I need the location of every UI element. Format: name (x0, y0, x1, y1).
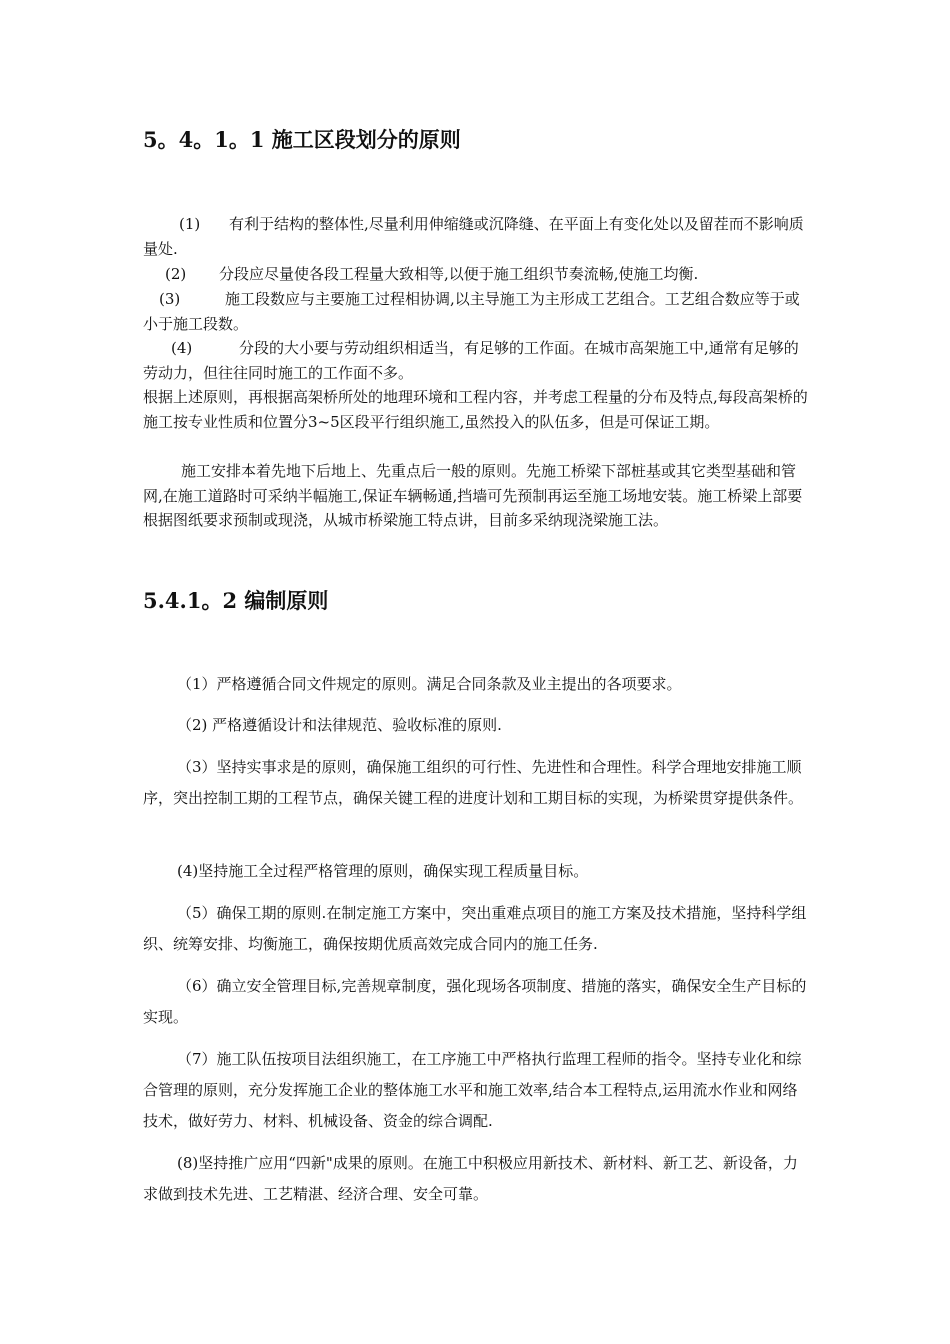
principle-item-2 (143, 262, 808, 287)
compile-principle-7: （7）施工队伍按项目法组织施工，在工序施工中严格执行监理工程师的指令。坚持专业化和综合管理的原则，充分发挥施工企业的整体施工水平和施工效率,结合本工程特点,运用流水作业和网络技术，做好劳力、材料、机械设备、资金的综合调配. (143, 1050, 802, 1130)
item-text: 分段应尽量使各段工程量大致相等,以便于施工组织节奏流畅,使施工均衡. (219, 265, 699, 283)
compile-principle-3: （3）坚持实事求是的原则，确保施工组织的可行性、先进性和合理性。科学合理地安排施工顺序，突出控制工期的工程节点，确保关键工程的进度计划和工期目标的实现，为桥梁贯穿提供条件。 (143, 758, 804, 807)
item-number: (1) (179, 215, 201, 233)
compile-principle-8: (8)坚持推广应用“四新"成果的原则。在施工中积极应用新技术、新材料、新工艺、新设备，力求做到技术先进、工艺精湛、经济合理、安全可靠。 (143, 1154, 798, 1203)
compile-principle-1: （1）严格遵循合同文件规定的原则。满足合同条款及业主提出的各项要求。 (177, 675, 682, 693)
item-number: (4) (171, 339, 193, 357)
compile-principle-4: (4)坚持施工全过程严格管理的原则，确保实现工程质量目标。 (177, 862, 589, 880)
principle-item-4 (143, 336, 808, 385)
section-heading-2: 5.4.1。2 编制原则 (143, 588, 329, 613)
principle-item-1 (143, 212, 808, 261)
item-number: (2) (165, 265, 187, 283)
item-text: 有利于结构的整体性,尽量利用伸缩缝或沉降缝、在平面上有变化处以及留茬而不影响质量处. (143, 215, 804, 258)
item-text: 分段的大小要与劳动组织相适当，有足够的工作面。在城市高架施工中,通常有足够的劳动力，但往往同时施工的工作面不多。 (143, 339, 799, 382)
arrangement-paragraph: 施工安排本着先地下后地上、先重点后一般的原则。先施工桥梁下部桩基或其它类型基础和管网,在施工道路时可采纳半幅施工,保证车辆畅通,挡墙可先预制再运至施工场地安装。施工桥梁上部要根据图纸要求预制或现浇，从城市桥梁施工特点讲，目前多采纳现浇梁施工法。 (143, 462, 803, 529)
item-number: (3) (159, 290, 181, 308)
compile-principle-5: （5）确保工期的原则.在制定施工方案中，突出重难点项目的施工方案及技术措施，坚持科学组织、统筹安排、均衡施工，确保按期优质高效完成合同内的施工任务. (143, 904, 807, 953)
principle-item-3 (143, 287, 808, 336)
summary-paragraph: 根据上述原则，再根据高架桥所处的地理环境和工程内容，并考虑工程量的分布及特点,每段高架桥的施工按专业性质和位置分3~5区段平行组织施工,虽然投入的队伍多，但是可保证工期。 (143, 388, 808, 431)
section-heading-1: 5。4。1。1 施工区段划分的原则 (143, 127, 461, 152)
item-text: 施工段数应与主要施工过程相协调,以主导施工为主形成工艺组合。工艺组合数应等于或小于施工段数。 (143, 290, 800, 333)
compile-principle-2: （2) 严格遵循设计和法律规范、验收标准的原则. (177, 716, 502, 734)
compile-principle-6: （6）确立安全管理目标,完善规章制度，强化现场各项制度、措施的落实，确保安全生产目标的实现。 (143, 977, 807, 1026)
